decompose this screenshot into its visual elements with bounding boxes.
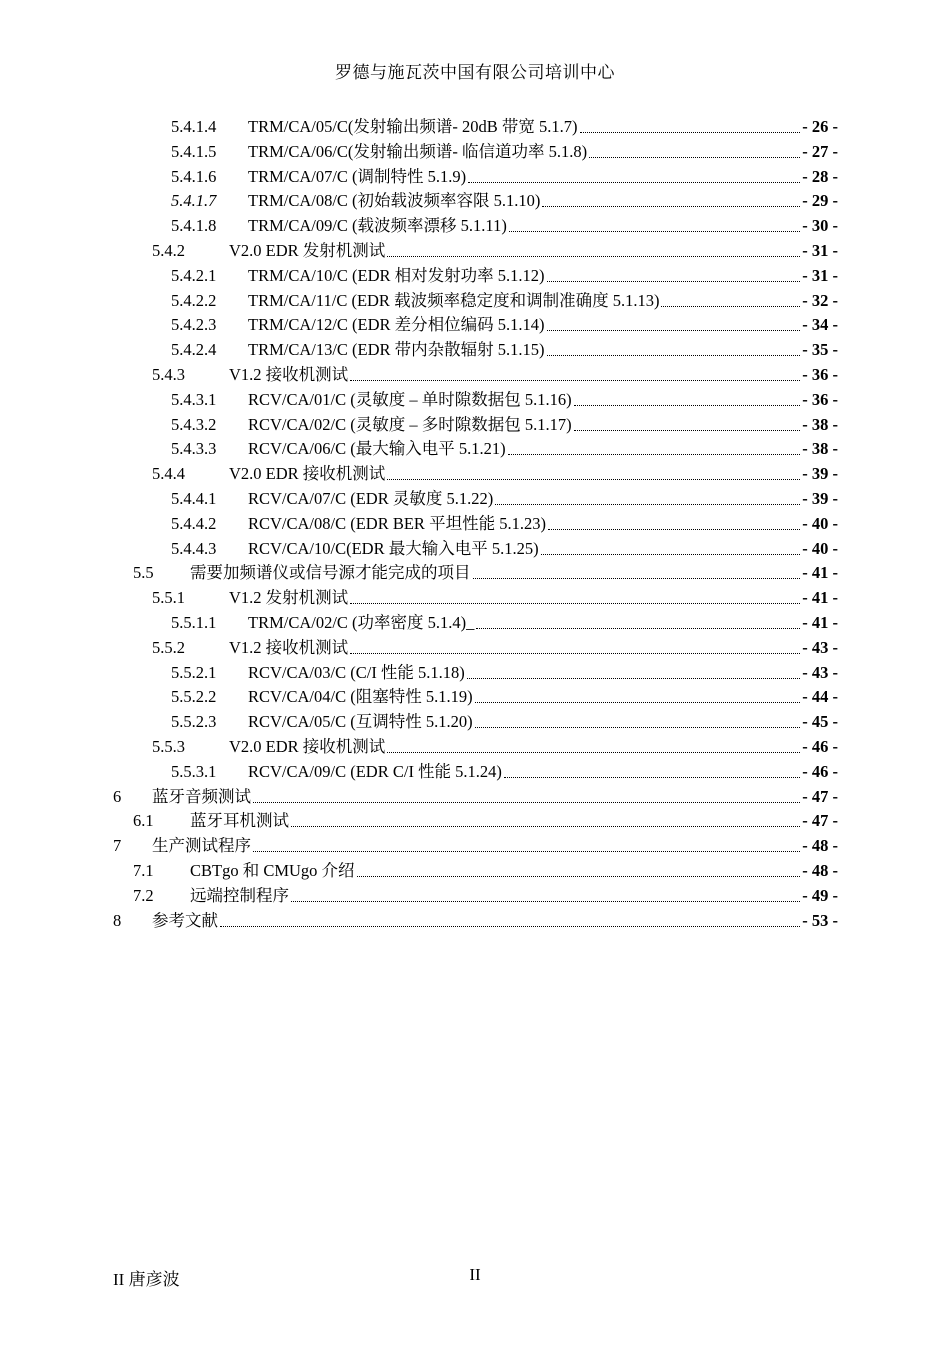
toc-entry-title: 生产测试程序	[152, 836, 251, 856]
toc-entry[interactable]	[171, 186, 838, 211]
toc-leader-dots	[508, 439, 801, 455]
toc-entry-page: - 27 -	[802, 141, 838, 161]
toc-entry-page: - 28 -	[802, 166, 838, 186]
toc-entry-title: RCV/CA/03/C (C/I 性能 5.1.18)	[248, 662, 465, 682]
toc-entry-title: RCV/CA/06/C (最大输入电平 5.1.21)	[248, 439, 506, 459]
toc-leader-dots	[580, 117, 801, 133]
toc-entry-number: 5.5.1	[152, 588, 185, 608]
toc-entry-title: CBTgo 和 CMUgo 介绍	[190, 861, 355, 880]
toc-entry-page: - 38 -	[802, 414, 838, 434]
toc-entry-number: 5.4.1.4	[171, 117, 217, 136]
toc-leader-dots	[541, 539, 801, 555]
toc-entry-page: - 39 -	[802, 464, 838, 484]
toc-leader-dots	[350, 365, 800, 381]
toc-leader-dots	[387, 241, 800, 257]
toc-entry-number: 5.4.3.2	[171, 414, 217, 434]
toc-entry-number: 5.4.2.1	[171, 265, 217, 285]
toc-entry-page: - 41 -	[802, 588, 838, 608]
toc-entry-number: 5.5.2.3	[171, 712, 217, 732]
toc-entry[interactable]	[171, 385, 838, 410]
toc-entry-number: 5.4.2.3	[171, 315, 217, 335]
toc-entry-number: 5.5.2.1	[171, 662, 217, 682]
toc-entry-page: - 41 -	[802, 563, 838, 583]
toc-leader-dots	[220, 911, 800, 927]
toc-leader-dots	[495, 489, 800, 505]
toc-entry[interactable]	[171, 658, 838, 683]
toc-leader-dots	[475, 712, 801, 728]
toc-leader-dots	[387, 737, 800, 753]
toc-entry[interactable]	[171, 261, 838, 286]
toc-entry-number: 5.4.2.4	[171, 340, 217, 360]
toc-entry-title: TRM/CA/08/C (初始载波频率容限 5.1.10)	[248, 191, 541, 211]
toc-entry-number: 5.4.3	[152, 365, 185, 384]
toc-entry[interactable]	[171, 534, 838, 559]
toc-entry-number: 5.5.3	[152, 737, 185, 756]
toc-entry-number: 5.5.1.1	[171, 613, 217, 632]
toc-entry-number: 5.5.2	[152, 637, 185, 657]
toc-entry-title: 蓝牙耳机测试	[190, 811, 289, 831]
toc-entry-number: 5.4.4.3	[171, 538, 217, 558]
toc-entry[interactable]	[133, 856, 838, 881]
toc-entry-page: - 43 -	[802, 662, 838, 682]
toc-entry[interactable]	[113, 906, 838, 931]
toc-leader-dots	[574, 415, 801, 431]
toc-entry[interactable]	[171, 310, 838, 335]
toc-entry-number: 5.4.1.5	[171, 141, 217, 161]
toc-leader-dots	[291, 886, 800, 902]
toc-entry-title: RCV/CA/09/C (EDR C/I 性能 5.1.24)	[248, 761, 502, 781]
toc-entry[interactable]	[171, 137, 838, 162]
toc-entry-page: - 36 -	[802, 389, 838, 409]
toc-entry[interactable]	[171, 211, 838, 236]
toc-entry[interactable]	[133, 558, 838, 583]
toc-entry[interactable]	[171, 707, 838, 732]
toc-entry-title: TRM/CA/10/C (EDR 相对发射功率 5.1.12)	[248, 265, 545, 285]
toc-entry-page: - 44 -	[802, 687, 838, 707]
toc-entry-page: - 45 -	[802, 712, 838, 732]
toc-entry-title: 远端控制程序	[190, 885, 289, 905]
toc-entry[interactable]	[171, 608, 838, 633]
toc-entry[interactable]	[152, 732, 838, 757]
toc-entry-page: - 47 -	[802, 811, 838, 831]
toc-entry-page: - 53 -	[802, 910, 838, 930]
toc-entry-page: - 48 -	[802, 861, 838, 880]
toc-entry-number: 5.4.3.3	[171, 439, 217, 459]
toc-leader-dots	[387, 464, 800, 480]
toc-leader-dots	[661, 291, 800, 307]
toc-entry[interactable]	[152, 360, 838, 385]
toc-entry-title: V1.2 接收机测试	[229, 365, 349, 384]
toc-entry-page: - 30 -	[802, 216, 838, 236]
toc-leader-dots	[350, 638, 800, 654]
toc-entry-page: - 47 -	[802, 786, 838, 806]
toc-entry-number: 6	[113, 786, 122, 806]
toc-entry-page: - 36 -	[802, 365, 838, 384]
toc-entry-page: - 49 -	[802, 885, 838, 905]
toc-entry[interactable]	[133, 806, 838, 831]
toc-entry-number: 7.2	[133, 885, 154, 905]
toc-leader-dots	[473, 563, 801, 579]
toc-entry-page: - 46 -	[802, 737, 838, 756]
toc-leader-dots	[504, 762, 800, 778]
toc-entry-number: 7	[113, 836, 122, 856]
toc-entry-number: 5.4.1.7	[171, 191, 217, 211]
toc-leader-dots	[509, 216, 800, 232]
toc-leader-dots	[548, 514, 800, 530]
toc-entry-page: - 32 -	[802, 290, 838, 310]
toc-entry-title: TRM/CA/06/C(发射输出频谱- 临信道功率 5.1.8)	[248, 141, 588, 161]
toc-entry-number: 5.4.1.6	[171, 166, 217, 186]
toc-entry-title: RCV/CA/04/C (阻塞特性 5.1.19)	[248, 687, 473, 707]
toc-entry[interactable]	[152, 236, 838, 261]
toc-entry-title: TRM/CA/11/C (EDR 载波频率稳定度和调制准确度 5.1.13)	[248, 290, 660, 310]
toc-entry-number: 5.4.2.2	[171, 290, 217, 310]
toc-entry[interactable]	[171, 509, 838, 534]
toc-entry-title: V2.0 EDR 接收机测试	[229, 464, 386, 484]
toc-entry-title: RCV/CA/05/C (互调特性 5.1.20)	[248, 712, 473, 732]
toc-leader-dots	[253, 787, 800, 803]
toc-entry-page: - 26 -	[802, 117, 838, 136]
toc-entry-title: TRM/CA/05/C(发射输出频谱- 20dB 带宽 5.1.7)	[248, 117, 578, 136]
toc-entry-page: - 31 -	[802, 265, 838, 285]
toc-entry-title: RCV/CA/10/C(EDR 最大输入电平 5.1.25)	[248, 538, 539, 558]
toc-entry-number: 6.1	[133, 811, 154, 831]
toc-entry-page: - 34 -	[802, 315, 838, 335]
toc-entry-title: RCV/CA/07/C (EDR 灵敏度 5.1.22)	[248, 489, 494, 508]
toc-entry-page: - 35 -	[802, 340, 838, 360]
toc-leader-dots	[574, 390, 801, 406]
toc-entry-page: - 31 -	[802, 241, 838, 260]
toc-entry-number: 7.1	[133, 861, 154, 880]
toc-entry-number: 5.5.3.1	[171, 761, 217, 781]
toc-leader-dots	[253, 836, 800, 852]
toc-entry-page: - 43 -	[802, 637, 838, 657]
toc-leader-dots	[291, 811, 800, 827]
toc-leader-dots	[467, 663, 800, 679]
toc-entry-title: TRM/CA/13/C (EDR 带内杂散辐射 5.1.15)	[248, 340, 545, 360]
toc-entry-title: V2.0 EDR 发射机测试	[229, 241, 386, 260]
toc-entry-number: 8	[113, 910, 122, 930]
toc-entry-page: - 48 -	[802, 836, 838, 856]
toc-leader-dots	[547, 340, 801, 356]
toc-entry[interactable]	[171, 757, 838, 782]
toc-entry[interactable]	[133, 881, 838, 906]
toc-leader-dots	[589, 142, 800, 158]
toc-leader-dots	[476, 613, 800, 629]
toc-entry[interactable]	[152, 459, 838, 484]
toc-entry-number: 5.4.4	[152, 464, 185, 484]
toc-entry-number: 5.5	[133, 563, 154, 583]
toc-entry-title: V1.2 发射机测试	[229, 588, 349, 608]
toc-entry-title: TRM/CA/02/C (功率密度 5.1.4)_	[248, 613, 475, 632]
toc-entry[interactable]	[152, 633, 838, 658]
toc-entry-page: - 41 -	[802, 613, 838, 632]
toc-entry-page: - 38 -	[802, 439, 838, 459]
toc-entry-title: V2.0 EDR 接收机测试	[229, 737, 386, 756]
toc-entry[interactable]	[171, 484, 838, 509]
toc-entry[interactable]	[171, 335, 838, 360]
toc-entry-title: 参考文献	[152, 910, 218, 930]
toc-entry-title: TRM/CA/12/C (EDR 差分相位编码 5.1.14)	[248, 315, 545, 335]
toc-entry-number: 5.5.2.2	[171, 687, 217, 707]
toc-entry-title: TRM/CA/09/C (载波频率漂移 5.1.11)	[248, 216, 507, 236]
toc-entry-title: V1.2 接收机测试	[229, 637, 349, 657]
toc-entry-number: 5.4.4.2	[171, 513, 217, 533]
toc-leader-dots	[542, 191, 800, 207]
toc-entry-page: - 39 -	[802, 489, 838, 508]
toc-entry-title: RCV/CA/08/C (EDR BER 平坦性能 5.1.23)	[248, 513, 546, 533]
toc-entry-title: TRM/CA/07/C (调制特性 5.1.9)	[248, 166, 467, 186]
toc-entry-number: 5.4.1.8	[171, 216, 217, 236]
toc-entry[interactable]	[171, 162, 838, 187]
toc-entry-page: - 40 -	[802, 513, 838, 533]
toc-leader-dots	[357, 861, 801, 877]
footer-author: II 唐彦波	[113, 1270, 180, 1289]
toc-entry[interactable]	[171, 410, 838, 435]
toc-leader-dots	[468, 167, 800, 183]
toc-entry[interactable]	[171, 434, 838, 459]
toc-entry[interactable]	[171, 112, 838, 137]
toc-entry-title: 需要加频谱仪或信号源才能完成的项目	[190, 563, 471, 583]
toc-entry-title: RCV/CA/02/C (灵敏度 – 多时隙数据包 5.1.17)	[248, 414, 572, 434]
toc-entry-number: 5.4.2	[152, 241, 185, 260]
toc-entry[interactable]	[152, 583, 838, 608]
toc-entry-title: RCV/CA/01/C (灵敏度 – 单时隙数据包 5.1.16)	[248, 389, 572, 409]
toc-leader-dots	[475, 687, 801, 703]
toc-leader-dots	[350, 588, 800, 604]
toc-entry-page: - 46 -	[802, 761, 838, 781]
toc-entry[interactable]	[171, 682, 838, 707]
footer-page-number: II	[469, 1265, 481, 1284]
toc-entry-page: - 29 -	[802, 191, 838, 211]
toc-entry-page: - 40 -	[802, 538, 838, 558]
toc-entry[interactable]	[171, 286, 838, 311]
toc-entry-title: 蓝牙音频测试	[152, 786, 251, 806]
toc-entry[interactable]	[113, 782, 838, 807]
toc-entry-number: 5.4.4.1	[171, 489, 217, 508]
toc-leader-dots	[547, 315, 801, 331]
toc-leader-dots	[547, 266, 801, 282]
page-header: 罗德与施瓦茨中国有限公司培训中心	[335, 63, 615, 82]
toc-entry-number: 5.4.3.1	[171, 389, 217, 409]
toc-entry[interactable]	[113, 831, 838, 856]
